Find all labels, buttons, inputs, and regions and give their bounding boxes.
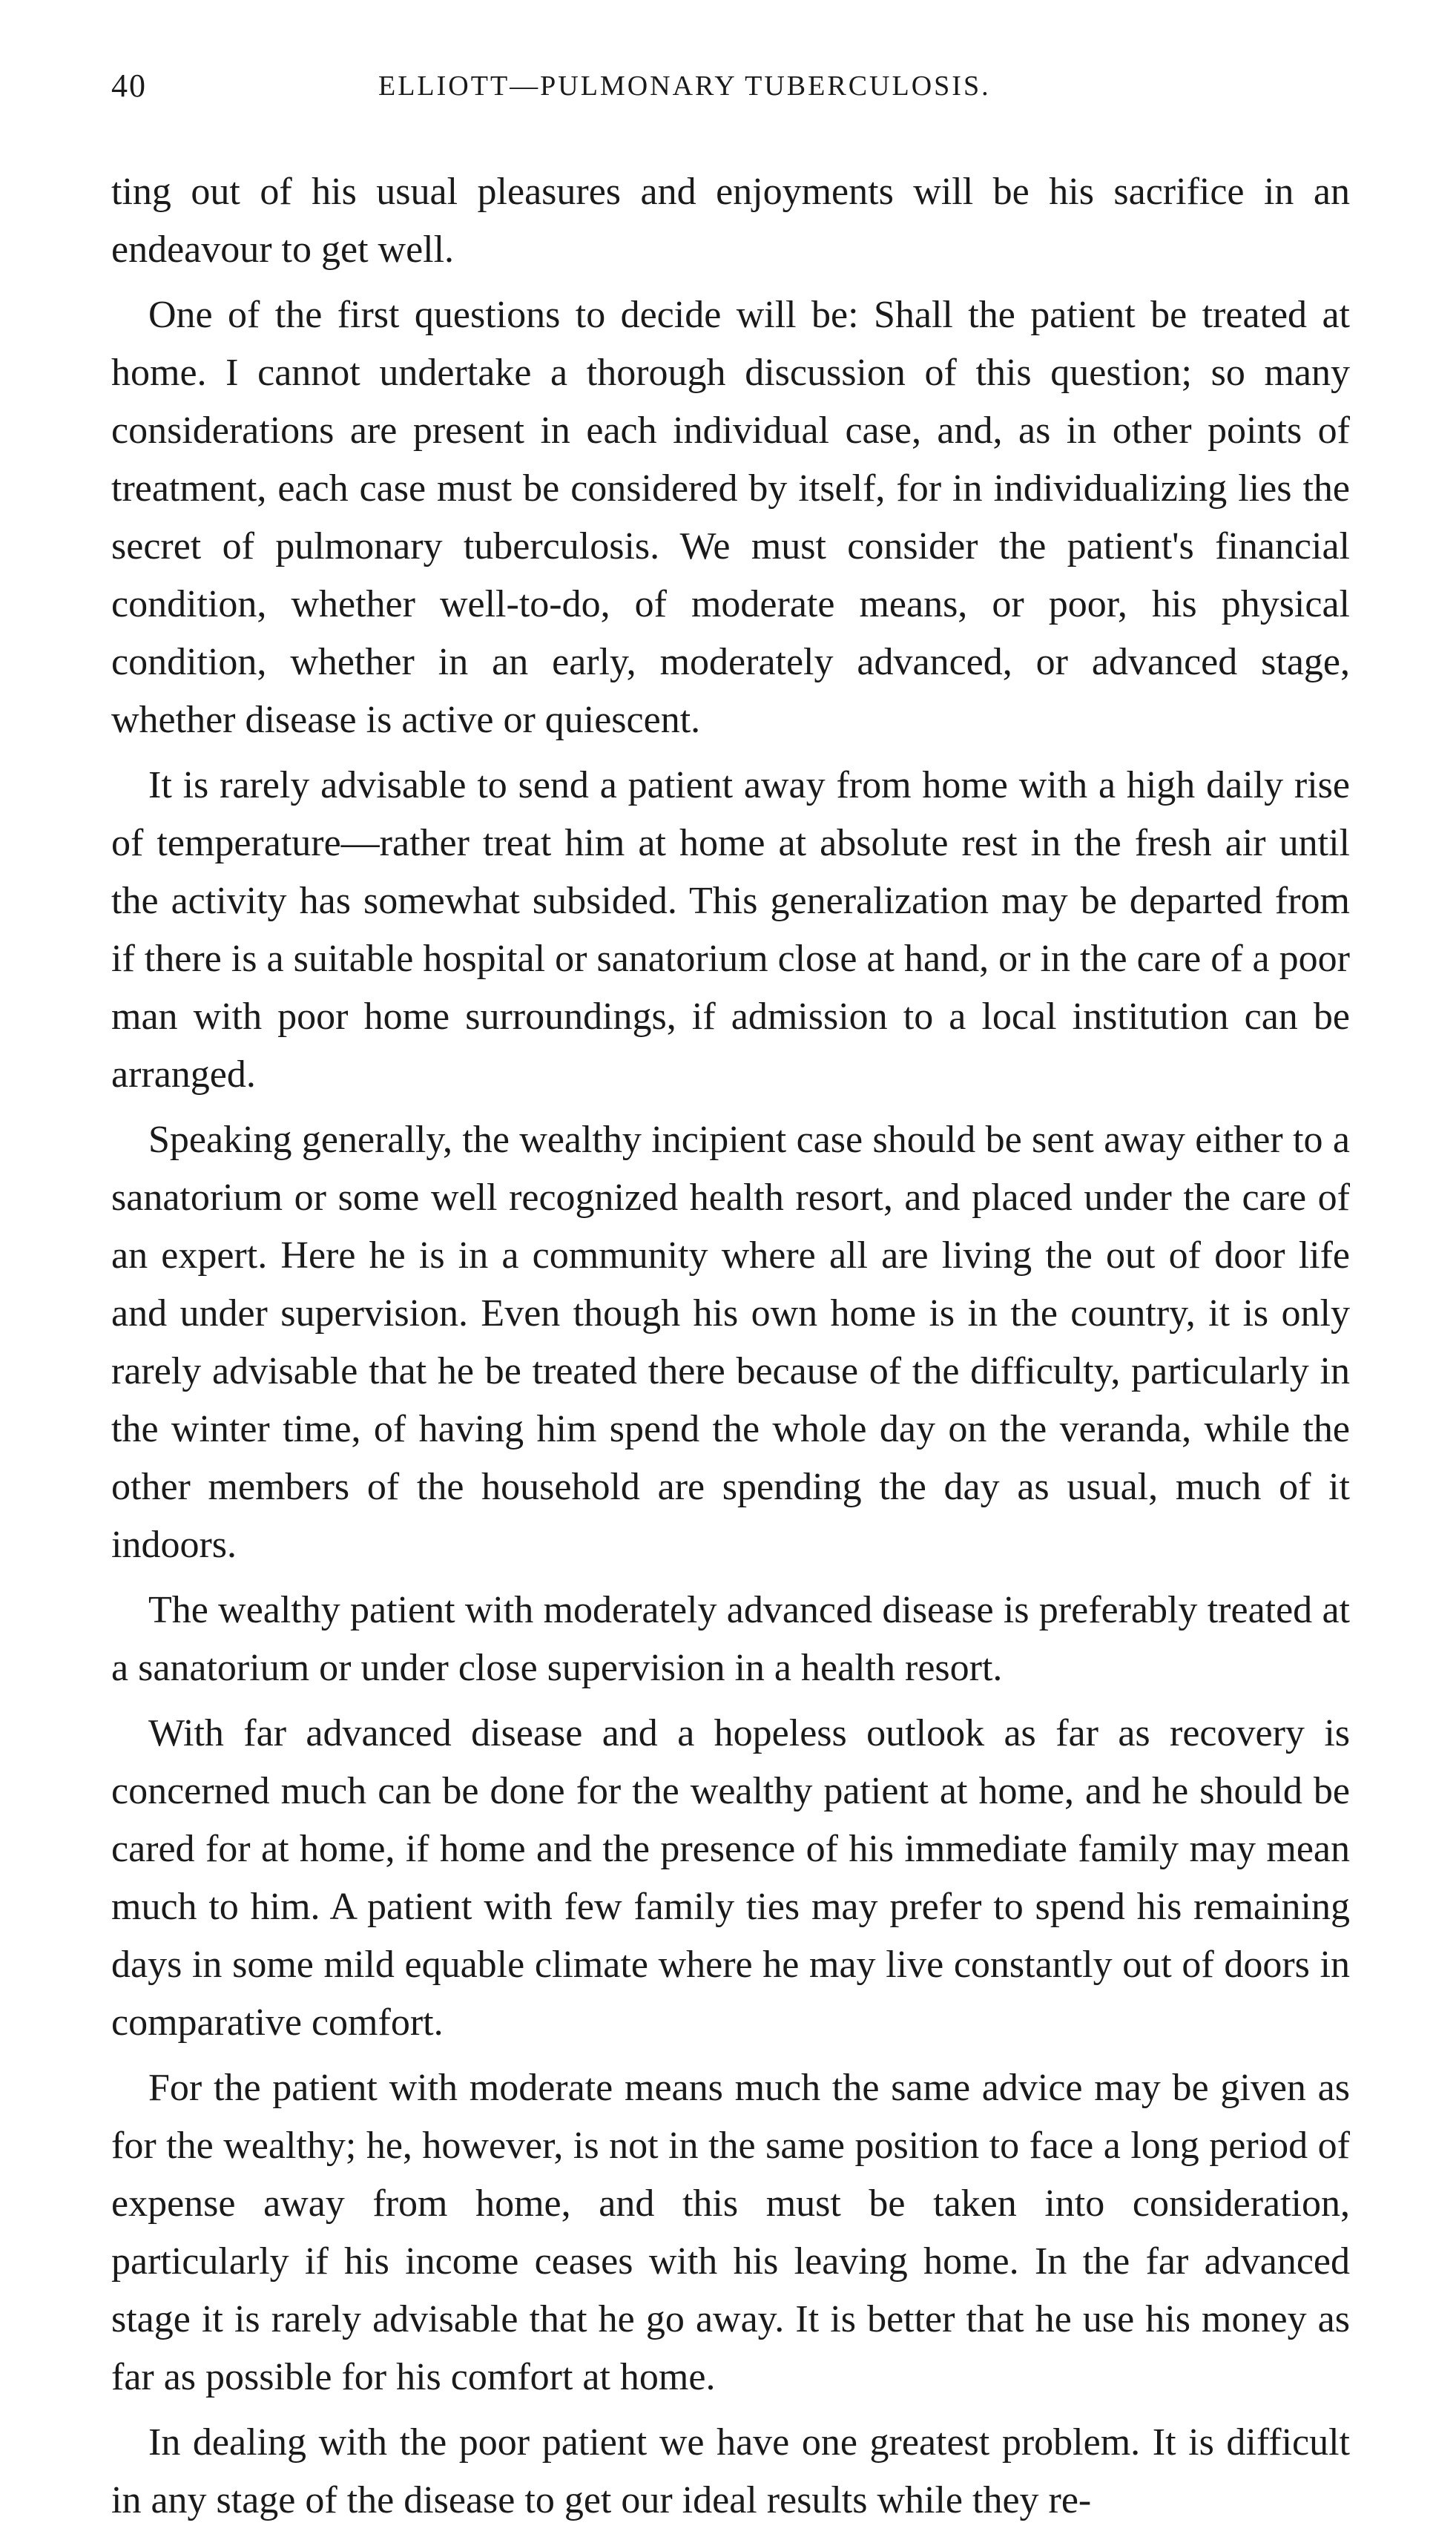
paragraph-moderate-means: For the patient with moderate means much the same advice may be given as for the wealthy; he, however, is not in the same position to face a long period of expense away from home, and this must be taken into consideration, particularly if his income ceases with his leaving home. In the far advanced stage it is rarely advisable that he go away. It is better that he use his money as far as possible for his comfort at home.	[111, 2067, 1350, 2398]
page-number: 40	[111, 68, 147, 104]
paragraph-treatment-at-home: One of the first questions to decide will be: Shall the patient be treated at home. I cannot undertake a thorough discussion of this question; so many considerations are present in each individual case, and, as in other points of treatment, each case must be considered by itself, for in individualizing lies the secret of pulmonary tuberculosis. We must consider the patient's financial condition, whether well-to-do, of moderate means, or poor, his physical condition, whether in an early, moderately advanced, or advanced stage, whether disease is active or quiescent.	[111, 294, 1350, 741]
paragraph-continuation: ting out of his usual pleasures and enjoyments will be his sacrifice in an endeavour to get well.	[111, 171, 1350, 271]
page-header	[111, 59, 1350, 119]
body-text	[111, 163, 1350, 2530]
paragraph-wealthy-moderate: The wealthy patient with moderately advanced disease is preferably treated at a sanatorium or under close supervision in a health resort.	[111, 1589, 1350, 1689]
paragraph-wealthy-incipient: Speaking generally, the wealthy incipient case should be sent away either to a sanatorium or some well recognized health resort, and placed under the care of an expert. Here he is in a community where all are living the out of door life and under supervision. Even though his own home is in the country, it is only rarely advisable that he be treated there because of the difficulty, particularly in the winter time, of having him spend the whole day on the veranda, while the other members of the household are spending the day as usual, much of it indoors.	[111, 1119, 1350, 1566]
paragraph-far-advanced: With far advanced disease and a hopeless outlook as far as recovery is concerned much can be done for the wealthy patient at home, and he should be cared for at home, if home and the presence of his immediate family may mean much to him. A patient with few family ties may prefer to spend his remaining days in some mild equable climate where he may live constantly out of doors in comparative comfort.	[111, 1712, 1350, 2044]
paragraph-temperature-rise: It is rarely advisable to send a patient away from home with a high daily rise of temperature—rather treat him at home at absolute rest in the fresh air until the activity has somewhat subsided. This generalization may be departed from if there is a suitable hospital or sanatorium close at hand, or in the care of a poor man with poor home surroundings, if admission to a local institution can be arranged.	[111, 764, 1350, 1096]
book-page	[111, 59, 1350, 2537]
running-head: ELLIOTT—PULMONARY TUBERCULOSIS.	[378, 70, 991, 102]
paragraph-poor-patient: In dealing with the poor patient we have one greatest problem. It is difficult in any stage of the disease to get our ideal results while they re-	[111, 2421, 1350, 2521]
